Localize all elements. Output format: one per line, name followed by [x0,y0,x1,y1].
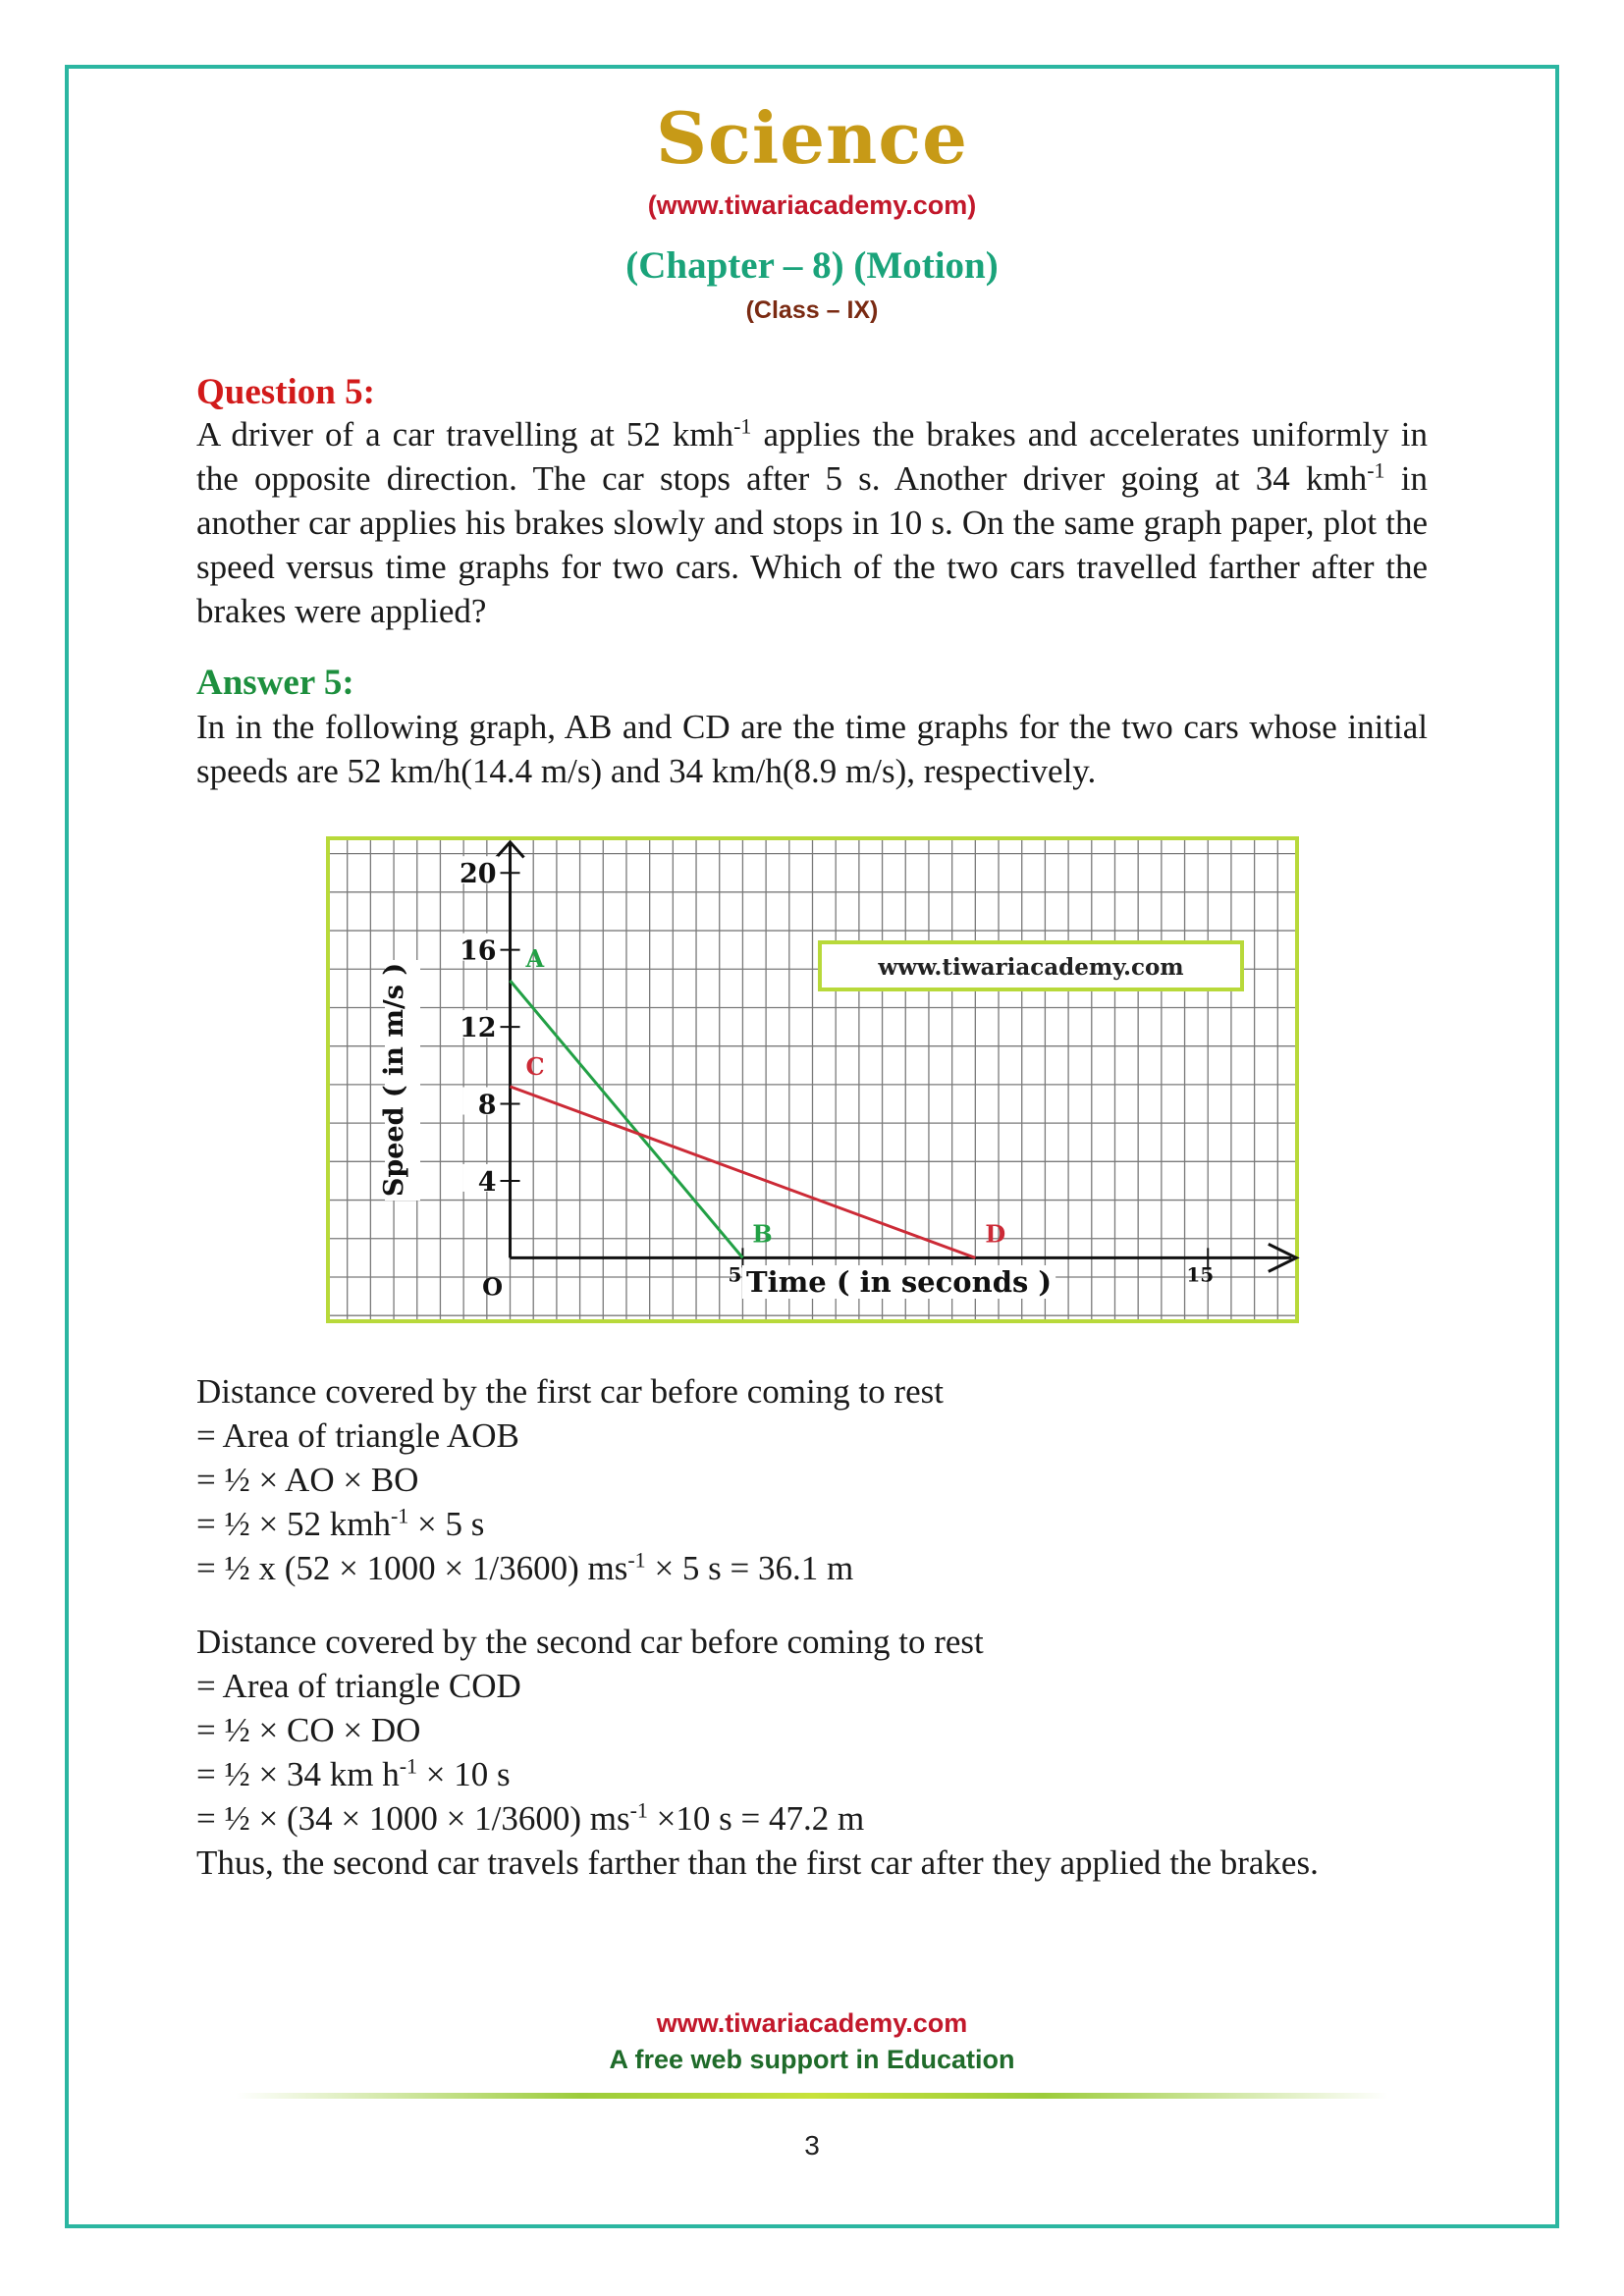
point-label-b: B [752,1219,773,1249]
calc1-line4: = ½ × 52 kmh$^{-1}$ × 5 s [196,1503,485,1543]
chart-watermark: www.tiwariacademy.com [878,954,1184,981]
y-tick-label: 8 [477,1090,497,1121]
x-tick-label: 15 [1186,1262,1215,1287]
calc1-line2: = Area of triangle AOB [196,1416,519,1455]
y-tick-label: 4 [477,1166,497,1198]
calc-first-car [196,1369,1473,1590]
answer-heading: Answer 5: [196,663,354,703]
header-site-link[interactable]: (www.tiwariacademy.com) [647,190,977,220]
question-text: A driver of a car travelling at 52 kmh$^{-1}$ applies the brakes and accelerates uniformly in the opposite direction. The car stops after 5 s. Another driver going at 34 kmh$^{-1}$ in another car applies his brakes slowly and stops in 10 s. On the same graph paper, plot the speed versus time graphs for two cars. Which of the two cars travelled farther after the brakes were applied? [196,413,1429,630]
chapter-title: (Chapter – 8) (Motion) [625,244,999,287]
calc2-line1: Distance covered by the second car before coming to rest [196,1623,984,1661]
origin-label: O [482,1272,503,1302]
footer-site-link[interactable]: www.tiwariacademy.com [656,2008,968,2038]
question-heading: Question 5: [196,372,375,412]
answer-text: In in the following graph, AB and CD are the time graphs for the two cars whose initial speeds are 52 km/h(14.4 m/s) and 34 km/h(8.9 m/s), respectively. [196,708,1428,790]
y-tick-label: 16 [459,935,497,967]
x-tick-label: 5 [728,1262,742,1287]
x-axis-label: Time ( in seconds ) [746,1265,1053,1299]
point-label-d: D [985,1219,1006,1249]
y-axis-label: Speed ( in m/s ) [379,962,409,1198]
class-label: (Class – IX) [745,296,879,324]
point-label-a: A [525,944,545,974]
point-label-c: C [525,1051,545,1081]
chart-watermark-box [820,942,1242,989]
calc2-line5: = ½ × (34 × 1000 × 1/3600) $ms^{-1} \times 10$ s = 47.2 m [196,1797,865,1838]
page-number: 3 [804,2130,820,2161]
calc2-conclusion: Thus, the second car travels farther than the first car after they applied the brakes. [196,1843,1319,1882]
calc2-line2: = Area of triangle COD [196,1667,521,1705]
footer-divider [236,2092,1388,2100]
calc1-line1: Distance covered by the first car before coming to rest [196,1372,944,1411]
y-tick-label: 20 [459,859,497,890]
calc2-line3: = ½ × CO × DO [196,1711,421,1749]
y-tick-label: 12 [459,1013,497,1044]
calc2-line4: = ½ × 34 km $h^{-1} \times 10$ s [196,1753,511,1793]
speed-time-chart [324,834,1301,1325]
footer-tagline: A free web support in Education [609,2045,1015,2074]
page-title: Science [656,96,968,180]
calc1-line5: = ½ x (52 × 1000 × 1/3600) $ms^{-1} \times 5$ s = 36.1 m [196,1547,854,1587]
calc-second-car [196,1620,1473,1885]
calc1-line3: = ½ × AO × BO [196,1461,419,1499]
